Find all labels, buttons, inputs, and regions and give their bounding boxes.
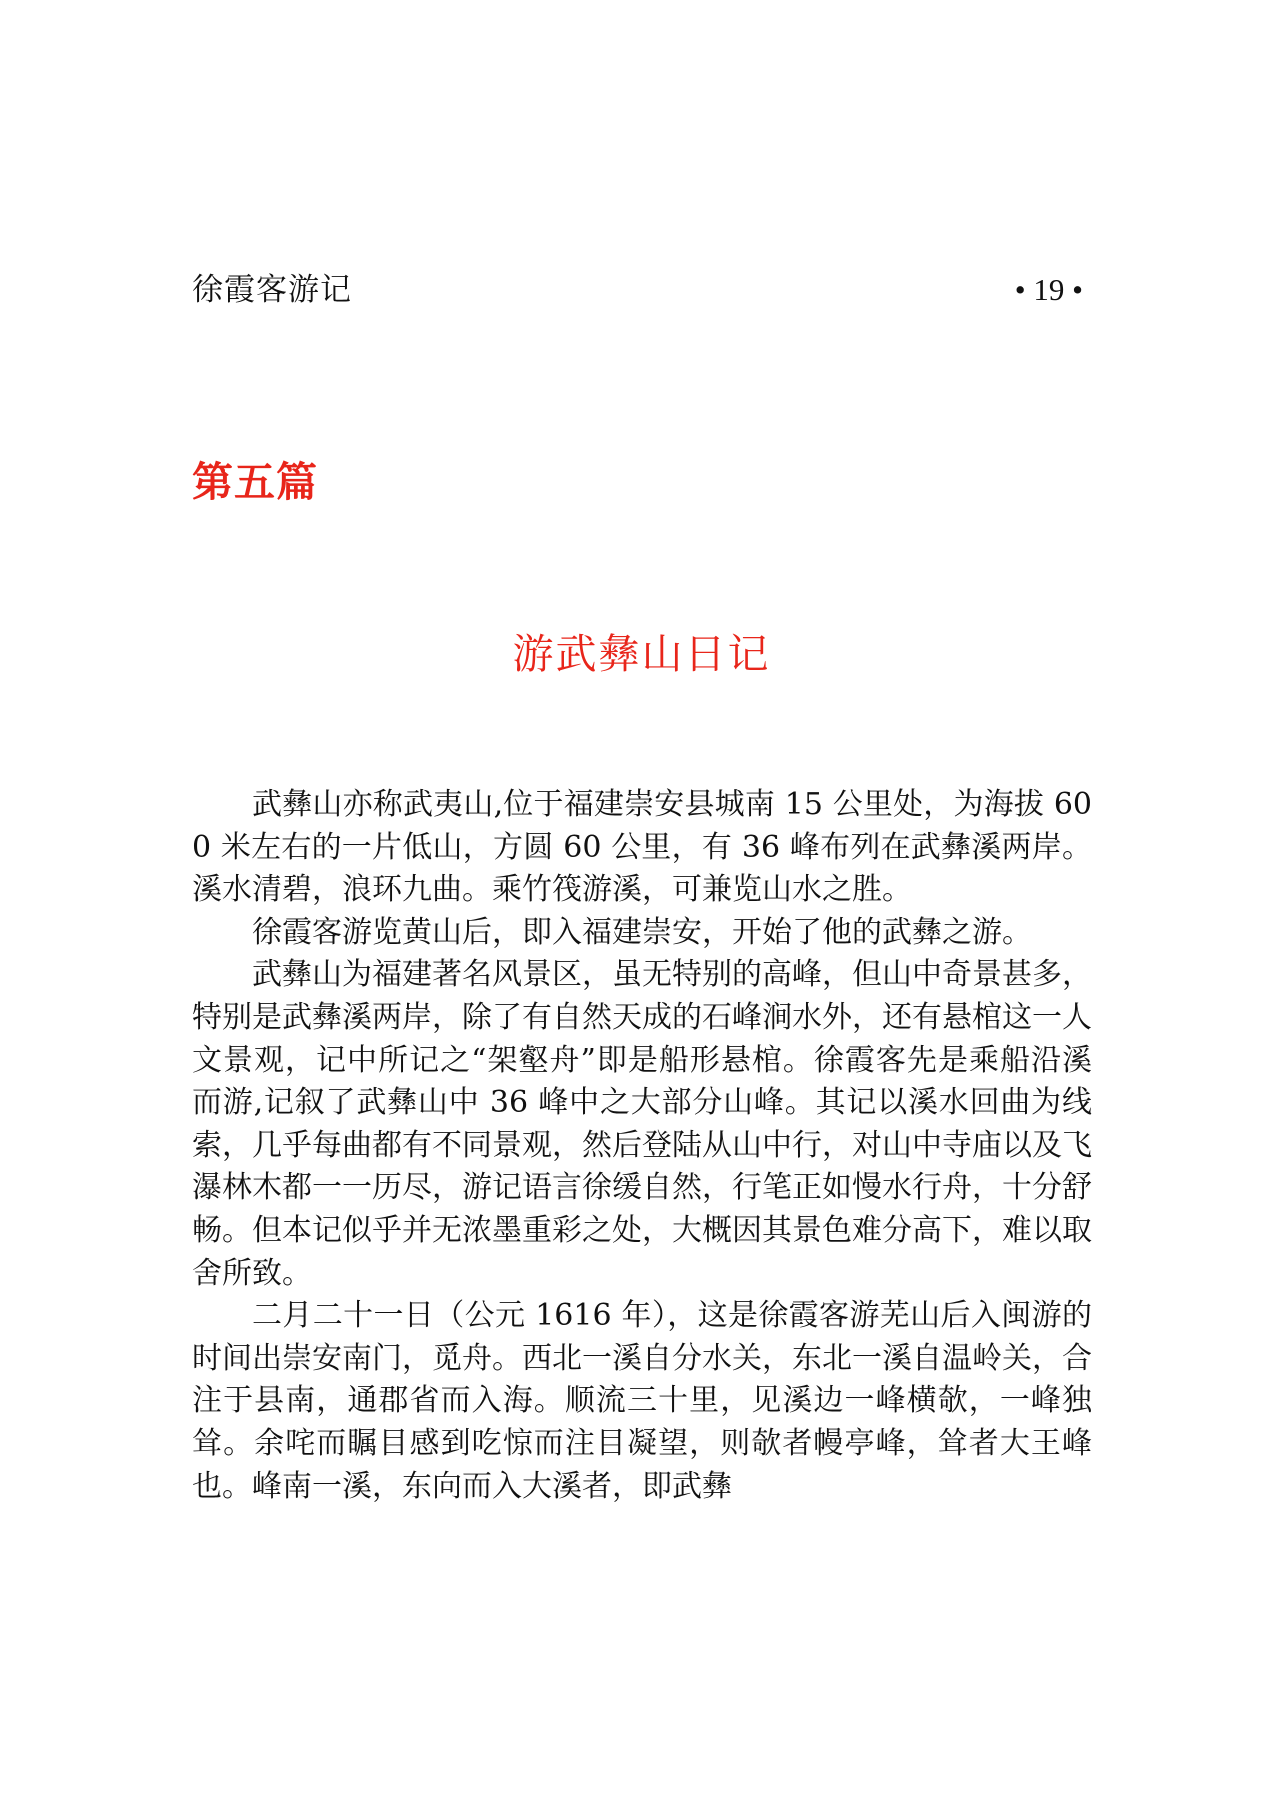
article-title: 游武彝山日记 bbox=[512, 630, 771, 678]
book-title: 徐霞客游记 bbox=[192, 272, 352, 308]
section-heading: 第五篇 bbox=[192, 458, 318, 506]
paragraph-intro: 武彝山亦称武夷山,位于福建崇安县城南 15 公里处，为海拔 600 米左右的一片低山，方圆 60 公里，有 36 峰布列在武彝溪两岸。溪水清碧，浪环九曲。乘竹筏游溪，可兼览山水之胜。 bbox=[192, 787, 1092, 908]
paragraph-journey: 徐霞客游览黄山后，即入福建崇安，开始了他的武彝之游。 bbox=[252, 914, 1032, 950]
body-text bbox=[192, 784, 1092, 1508]
paragraph-scenery: 武彝山为福建著名风景区，虽无特别的高峰，但山中奇景甚多，特别是武彝溪两岸，除了有自然天成的石峰涧水外，还有悬棺这一人文景观，记中所记之“架壑舟”即是船形悬棺。徐霞客先是乘船沿溪而游,记叙了武彝山中 36 峰中之大部分山峰。其记以溪水回曲为线索，几乎每曲都有不同景观，然后登陆从山中行，对山中寺庙以及飞瀑林木都一一历尽，游记语言徐缓自然，行笔正如慢水行舟，十分舒畅。但本记似乎并无浓墨重彩之处，大概因其景色难分高下，难以取舍所致。 bbox=[192, 957, 1092, 1291]
running-header bbox=[192, 268, 1083, 312]
paragraph-diary-entry: 二月二十一日（公元 1616 年），这是徐霞客游芜山后入闽游的时间出崇安南门，觅舟。西北一溪自分水关，东北一溪自温岭关，合注于县南，通郡省而入海。顺流三十里，见溪边一峰横欹，一峰独耸。余咤而瞩目感到吃惊而注目凝望，则欹者幔亭峰，耸者大王峰也。峰南一溪，东向而入大溪者，即武彝 bbox=[192, 1298, 1092, 1504]
page-number: • 19 • bbox=[1014, 272, 1083, 307]
